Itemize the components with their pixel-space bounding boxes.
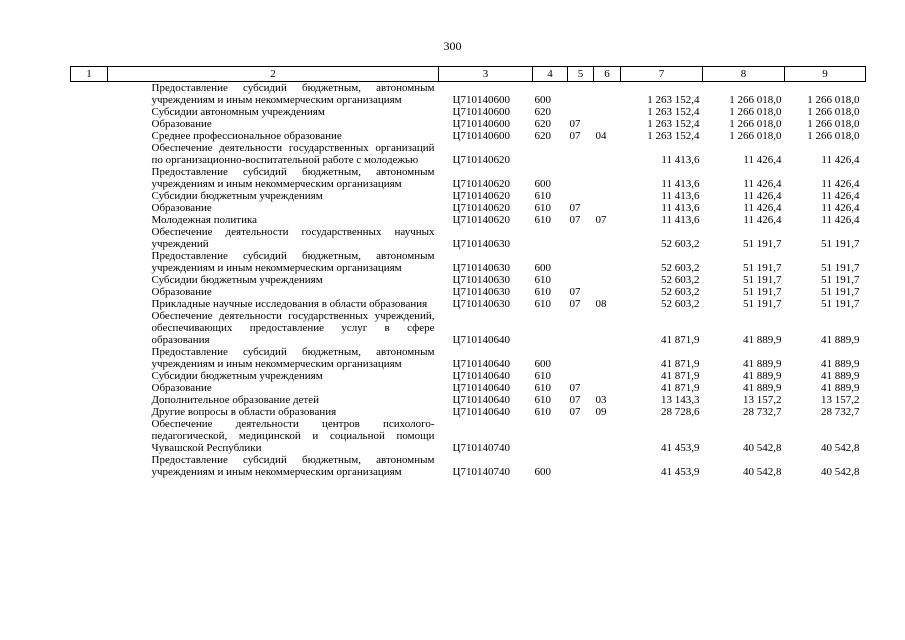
row-name-cell: Субсидии бюджетным учреждениям	[151, 370, 323, 382]
row-value8-cell: 11 426,4	[743, 202, 782, 214]
row-code-cell: Ц710140640	[452, 394, 510, 406]
row-value7-cell: 41 871,9	[661, 358, 700, 370]
row-spacer-cell	[71, 130, 108, 142]
table-row	[71, 370, 866, 382]
row-value7-cell: 11 413,6	[661, 202, 700, 214]
row-spacer-cell	[71, 166, 108, 190]
row-pr-cell	[594, 274, 621, 286]
row-value7-cell: 11 413,6	[661, 154, 700, 166]
row-vr-cell: 620	[534, 118, 551, 130]
row-value8-cell: 41 889,9	[743, 382, 782, 394]
row-spacer-cell	[71, 298, 108, 310]
row-value7-cell: 41 871,9	[661, 370, 700, 382]
row-name-cell: Обеспечение деятельности центров психолого-педагогической, медицинской и социальной помощи Чувашской Республики	[151, 418, 435, 454]
row-value7-cell: 41 871,9	[661, 334, 700, 346]
row-rz-cell: 07	[569, 202, 581, 214]
row-value8-cell: 28 732,7	[743, 406, 782, 418]
row-pr-cell	[594, 382, 621, 394]
row-value8-cell: 11 426,4	[743, 214, 782, 226]
row-vr-cell: 600	[534, 358, 551, 370]
row-value9-cell: 1 266 018,0	[807, 106, 860, 118]
row-name-cell: Предоставление субсидий бюджетным, автономным учреждениям и иным некоммерческим организациям	[151, 454, 435, 478]
row-name-cell: Другие вопросы в области образования	[151, 406, 337, 418]
row-code-cell: Ц710140620	[452, 154, 510, 166]
row-vr-cell: 600	[534, 94, 551, 106]
row-value7-cell: 1 263 152,4	[647, 130, 700, 142]
row-pr-cell	[594, 418, 621, 454]
row-value9-cell: 41 889,9	[821, 382, 860, 394]
row-code-cell: Ц710140620	[452, 202, 510, 214]
row-code-cell: Ц710140630	[452, 298, 510, 310]
row-rz-cell	[568, 274, 594, 286]
row-value7-cell: 1 263 152,4	[647, 106, 700, 118]
row-value7-cell: 1 263 152,4	[647, 94, 700, 106]
row-vr-cell: 610	[534, 190, 551, 202]
row-spacer-cell	[71, 406, 108, 418]
table-row	[71, 82, 866, 107]
row-spacer-cell	[71, 82, 108, 107]
table-row	[71, 142, 866, 166]
table-row	[71, 214, 866, 226]
row-name-cell: Субсидии автономным учреждениям	[151, 106, 325, 118]
row-value8-cell: 51 191,7	[743, 262, 782, 274]
row-code-cell: Ц710140640	[452, 382, 510, 394]
row-pr-cell	[594, 82, 621, 107]
row-value9-cell: 41 889,9	[821, 358, 860, 370]
header-cell: 2	[108, 67, 439, 82]
row-value8-cell: 40 542,8	[743, 442, 782, 454]
row-vr-cell: 610	[534, 406, 551, 418]
row-vr-cell: 620	[534, 106, 551, 118]
row-value9-cell: 41 889,9	[821, 370, 860, 382]
row-code-cell: Ц710140620	[452, 214, 510, 226]
row-rz-cell	[568, 250, 594, 274]
row-rz-cell	[568, 166, 594, 190]
row-value8-cell: 1 266 018,0	[729, 118, 782, 130]
row-pr-cell: 08	[595, 298, 607, 310]
row-spacer-cell	[71, 346, 108, 370]
row-rz-cell	[568, 106, 594, 118]
row-rz-cell	[568, 226, 594, 250]
table-row	[71, 166, 866, 190]
row-code-cell: Ц710140630	[452, 262, 510, 274]
row-spacer-cell	[71, 250, 108, 274]
budget-table	[70, 66, 866, 478]
row-value7-cell: 11 413,6	[661, 214, 700, 226]
row-value9-cell: 51 191,7	[821, 238, 860, 250]
row-value8-cell: 41 889,9	[743, 334, 782, 346]
row-pr-cell: 03	[595, 394, 607, 406]
row-name-cell: Предоставление субсидий бюджетным, автономным учреждениям и иным некоммерческим организациям	[151, 82, 435, 106]
row-spacer-cell	[71, 418, 108, 454]
header-cell: 7	[621, 67, 703, 82]
row-value7-cell: 41 453,9	[661, 442, 700, 454]
row-spacer-cell	[71, 310, 108, 346]
row-pr-cell	[594, 310, 621, 346]
row-name-cell: Предоставление субсидий бюджетным, автономным учреждениям и иным некоммерческим организациям	[151, 166, 435, 190]
row-value8-cell: 51 191,7	[743, 286, 782, 298]
row-value9-cell: 1 266 018,0	[807, 130, 860, 142]
header-cell: 9	[785, 67, 866, 82]
row-name-cell: Предоставление субсидий бюджетным, автономным учреждениям и иным некоммерческим организациям	[151, 346, 435, 370]
row-name-cell: Молодежная политика	[151, 214, 258, 226]
row-pr-cell	[594, 454, 621, 478]
table-row	[71, 418, 866, 454]
row-value9-cell: 11 426,4	[821, 154, 860, 166]
row-vr-cell	[533, 142, 568, 166]
row-vr-cell: 610	[534, 202, 551, 214]
row-code-cell: Ц710140640	[452, 334, 510, 346]
row-value8-cell: 13 157,2	[743, 394, 782, 406]
table-row	[71, 298, 866, 310]
header-cell: 3	[439, 67, 533, 82]
row-code-cell: Ц710140630	[452, 286, 510, 298]
row-vr-cell: 610	[534, 394, 551, 406]
row-value7-cell: 11 413,6	[661, 178, 700, 190]
row-value9-cell: 51 191,7	[821, 286, 860, 298]
row-rz-cell	[568, 142, 594, 166]
row-code-cell: Ц710140640	[452, 358, 510, 370]
row-code-cell: Ц710140640	[452, 406, 510, 418]
row-value7-cell: 52 603,2	[661, 238, 700, 250]
row-spacer-cell	[71, 226, 108, 250]
table-row	[71, 130, 866, 142]
table-row	[71, 394, 866, 406]
row-name-cell: Обеспечение деятельности государственных научных учреждений	[151, 226, 435, 250]
row-rz-cell: 07	[569, 298, 581, 310]
row-rz-cell: 07	[569, 394, 581, 406]
row-value9-cell: 11 426,4	[821, 178, 860, 190]
row-pr-cell	[594, 370, 621, 382]
row-value7-cell: 41 453,9	[661, 466, 700, 478]
row-vr-cell: 610	[534, 214, 551, 226]
header-row	[71, 67, 866, 82]
row-rz-cell	[568, 418, 594, 454]
row-rz-cell	[568, 346, 594, 370]
row-rz-cell	[568, 310, 594, 346]
row-value7-cell: 13 143,3	[661, 394, 700, 406]
row-spacer-cell	[71, 454, 108, 478]
row-name-cell: Дополнительное образование детей	[151, 394, 320, 406]
row-pr-cell	[594, 226, 621, 250]
row-name-cell: Образование	[151, 202, 212, 214]
table-row	[71, 118, 866, 130]
row-name-cell: Субсидии бюджетным учреждениям	[151, 274, 323, 286]
row-value9-cell: 51 191,7	[821, 262, 860, 274]
row-rz-cell	[568, 82, 594, 107]
header-cell: 8	[703, 67, 785, 82]
row-value9-cell: 40 542,8	[821, 442, 860, 454]
row-value7-cell: 52 603,2	[661, 286, 700, 298]
row-value9-cell: 11 426,4	[821, 202, 860, 214]
row-value9-cell: 51 191,7	[821, 274, 860, 286]
row-code-cell: Ц710140740	[452, 466, 510, 478]
row-spacer-cell	[71, 286, 108, 298]
row-spacer-cell	[71, 190, 108, 202]
row-pr-cell	[594, 250, 621, 274]
row-pr-cell	[594, 166, 621, 190]
row-rz-cell: 07	[569, 406, 581, 418]
row-pr-cell	[594, 286, 621, 298]
row-spacer-cell	[71, 202, 108, 214]
table-row	[71, 382, 866, 394]
table-row	[71, 286, 866, 298]
row-value9-cell: 28 732,7	[821, 406, 860, 418]
row-name-cell: Среднее профессиональное образование	[151, 130, 342, 142]
row-code-cell: Ц710140640	[452, 370, 510, 382]
row-value8-cell: 51 191,7	[743, 238, 782, 250]
row-spacer-cell	[71, 394, 108, 406]
row-spacer-cell	[71, 214, 108, 226]
row-value8-cell: 1 266 018,0	[729, 94, 782, 106]
row-value7-cell: 1 263 152,4	[647, 118, 700, 130]
row-code-cell: Ц710140600	[452, 106, 510, 118]
row-value8-cell: 11 426,4	[743, 154, 782, 166]
table-row	[71, 454, 866, 478]
row-spacer-cell	[71, 106, 108, 118]
row-rz-cell: 07	[569, 214, 581, 226]
table-row	[71, 106, 866, 118]
table-row	[71, 310, 866, 346]
row-code-cell: Ц710140740	[452, 442, 510, 454]
table-row	[71, 346, 866, 370]
row-rz-cell	[568, 454, 594, 478]
row-value8-cell: 41 889,9	[743, 358, 782, 370]
row-vr-cell: 610	[534, 274, 551, 286]
row-name-cell: Образование	[151, 286, 212, 298]
row-pr-cell	[594, 118, 621, 130]
row-rz-cell: 07	[569, 130, 581, 142]
row-pr-cell	[594, 202, 621, 214]
row-value8-cell: 51 191,7	[743, 274, 782, 286]
table-row	[71, 190, 866, 202]
row-pr-cell	[594, 106, 621, 118]
row-value9-cell: 40 542,8	[821, 466, 860, 478]
row-name-cell: Прикладные научные исследования в области образования	[151, 298, 428, 310]
row-value7-cell: 41 871,9	[661, 382, 700, 394]
row-code-cell: Ц710140630	[452, 274, 510, 286]
row-name-cell: Образование	[151, 382, 212, 394]
row-value8-cell: 11 426,4	[743, 178, 782, 190]
row-vr-cell: 600	[534, 178, 551, 190]
row-rz-cell	[568, 190, 594, 202]
row-pr-cell	[594, 142, 621, 166]
row-value8-cell: 51 191,7	[743, 298, 782, 310]
row-pr-cell: 07	[595, 214, 607, 226]
row-value8-cell: 1 266 018,0	[729, 130, 782, 142]
row-value7-cell: 52 603,2	[661, 274, 700, 286]
row-vr-cell: 610	[534, 298, 551, 310]
row-value8-cell: 1 266 018,0	[729, 106, 782, 118]
row-vr-cell: 600	[534, 466, 551, 478]
table-row	[71, 226, 866, 250]
row-value9-cell: 13 157,2	[821, 394, 860, 406]
row-code-cell: Ц710140630	[452, 238, 510, 250]
row-value9-cell: 41 889,9	[821, 334, 860, 346]
row-value8-cell: 41 889,9	[743, 370, 782, 382]
row-rz-cell: 07	[569, 382, 581, 394]
row-spacer-cell	[71, 142, 108, 166]
header-cell: 6	[594, 67, 621, 82]
row-name-cell: Образование	[151, 118, 212, 130]
row-code-cell: Ц710140600	[452, 94, 510, 106]
row-vr-cell: 620	[534, 130, 551, 142]
row-code-cell: Ц710140600	[452, 118, 510, 130]
header-cell: 5	[568, 67, 594, 82]
row-value8-cell: 40 542,8	[743, 466, 782, 478]
row-name-cell: Субсидии бюджетным учреждениям	[151, 190, 323, 202]
row-code-cell: Ц710140620	[452, 178, 510, 190]
row-spacer-cell	[71, 274, 108, 286]
row-vr-cell	[533, 418, 568, 454]
row-spacer-cell	[71, 370, 108, 382]
row-value7-cell: 52 603,2	[661, 262, 700, 274]
row-rz-cell	[568, 370, 594, 382]
header-cell: 4	[533, 67, 568, 82]
row-value8-cell: 11 426,4	[743, 190, 782, 202]
row-pr-cell: 09	[595, 406, 607, 418]
row-value7-cell: 52 603,2	[661, 298, 700, 310]
row-value9-cell: 11 426,4	[821, 214, 860, 226]
header-cell: 1	[71, 67, 108, 82]
row-value7-cell: 28 728,6	[661, 406, 700, 418]
row-pr-cell	[594, 190, 621, 202]
table-row	[71, 250, 866, 274]
row-vr-cell	[533, 310, 568, 346]
page-number: 300	[443, 39, 462, 53]
table-row	[71, 202, 866, 214]
row-name-cell: Обеспечение деятельности государственных организаций по организационно-воспитательной работе с молодежью	[151, 142, 435, 166]
row-value9-cell: 1 266 018,0	[807, 94, 860, 106]
table-row	[71, 406, 866, 418]
row-name-cell: Обеспечение деятельности государственных учреждений, обеспечивающих предоставление услуг в сфере образования	[151, 310, 435, 346]
row-vr-cell: 610	[534, 286, 551, 298]
table-row	[71, 274, 866, 286]
row-vr-cell	[533, 226, 568, 250]
row-spacer-cell	[71, 118, 108, 130]
row-pr-cell	[594, 346, 621, 370]
row-value7-cell: 11 413,6	[661, 190, 700, 202]
row-code-cell: Ц710140600	[452, 130, 510, 142]
row-code-cell: Ц710140620	[452, 190, 510, 202]
row-value9-cell: 1 266 018,0	[807, 118, 860, 130]
row-spacer-cell	[71, 382, 108, 394]
row-rz-cell: 07	[569, 118, 581, 130]
row-name-cell: Предоставление субсидий бюджетным, автономным учреждениям и иным некоммерческим организациям	[151, 250, 435, 274]
row-rz-cell: 07	[569, 286, 581, 298]
row-pr-cell: 04	[595, 130, 607, 142]
row-vr-cell: 610	[534, 370, 551, 382]
row-vr-cell: 610	[534, 382, 551, 394]
row-value9-cell: 51 191,7	[821, 298, 860, 310]
row-value9-cell: 11 426,4	[821, 190, 860, 202]
row-vr-cell: 600	[534, 262, 551, 274]
